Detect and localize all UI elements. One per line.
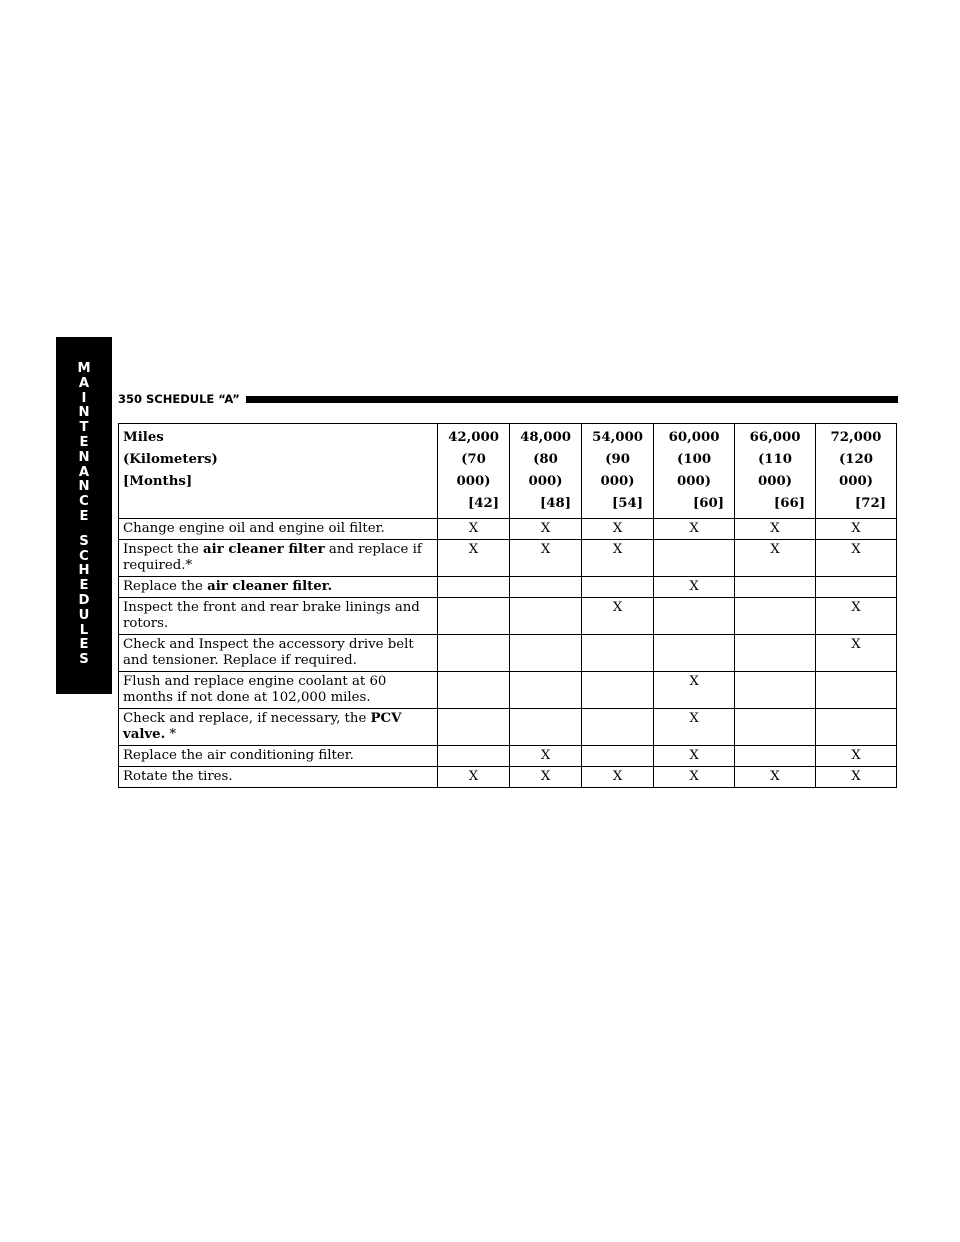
side-tab-letter: D	[78, 592, 90, 608]
service-mark-cell: X	[510, 540, 582, 577]
table-row	[119, 598, 897, 635]
interval-miles: 48,000	[520, 430, 571, 445]
interval-months: [48]	[539, 496, 572, 511]
service-mark-cell: X	[438, 540, 510, 577]
service-mark-cell	[816, 577, 897, 598]
service-mark-cell	[654, 598, 735, 635]
kilometers-label: (Kilometers)	[123, 452, 218, 467]
service-description	[119, 635, 438, 672]
interval-column-header	[735, 424, 816, 519]
service-mark-cell: X	[816, 767, 897, 788]
interval-km: (90 000)	[600, 452, 635, 489]
service-mark-cell	[510, 598, 582, 635]
service-mark-cell	[438, 577, 510, 598]
service-description	[119, 540, 438, 577]
service-mark-cell	[735, 672, 816, 709]
side-tab-letter: H	[78, 563, 90, 579]
service-mark-cell: X	[438, 767, 510, 788]
chapter-number: 8	[77, 997, 91, 1021]
service-description	[119, 672, 438, 709]
service-mark-cell: X	[654, 709, 735, 746]
side-tab-letter: C	[79, 494, 89, 510]
interval-km: (110 000)	[757, 452, 793, 489]
interval-months: [60]	[692, 496, 725, 511]
interval-months: [54]	[612, 496, 644, 511]
service-mark-cell	[438, 672, 510, 709]
page-number-and-title: 350 SCHEDULE “A”	[118, 392, 240, 406]
interval-km: (100 000)	[677, 452, 712, 489]
side-tab-letter: N	[78, 449, 90, 465]
service-mark-cell	[510, 672, 582, 709]
interval-months: [66]	[773, 496, 805, 511]
service-mark-cell	[582, 672, 654, 709]
service-mark-cell	[582, 635, 654, 672]
service-mark-cell: X	[654, 672, 735, 709]
header-rule	[246, 396, 898, 403]
service-mark-cell: X	[735, 519, 816, 540]
service-mark-cell	[735, 577, 816, 598]
side-tab-letter: I	[81, 390, 87, 406]
service-mark-cell: X	[438, 519, 510, 540]
service-emphasis: PCV valve.	[123, 711, 402, 742]
service-text: Change engine oil and engine oil filter.	[123, 521, 385, 536]
chapter-title-vertical	[56, 362, 112, 668]
service-mark-cell	[510, 577, 582, 598]
service-mark-cell	[582, 577, 654, 598]
interval-column-header	[816, 424, 897, 519]
service-mark-cell: X	[654, 746, 735, 767]
service-text-suffix: *	[165, 727, 177, 742]
service-mark-cell	[735, 598, 816, 635]
service-mark-cell	[735, 709, 816, 746]
interval-months: [72]	[854, 496, 886, 511]
side-tab-letter: T	[79, 420, 89, 436]
service-mark-cell	[582, 746, 654, 767]
interval-miles: 72,000	[830, 430, 882, 445]
side-tab-letter: A	[78, 375, 90, 391]
interval-miles: 42,000	[448, 430, 499, 445]
service-emphasis: air cleaner filter	[203, 542, 325, 557]
service-mark-cell: X	[510, 746, 582, 767]
table-row	[119, 709, 897, 746]
interval-miles: 60,000	[668, 430, 720, 445]
service-mark-cell	[438, 598, 510, 635]
service-mark-cell	[816, 672, 897, 709]
service-mark-cell	[654, 540, 735, 577]
side-tab-letter: N	[78, 479, 90, 495]
side-tab-letter: C	[79, 548, 89, 564]
service-mark-cell: X	[582, 767, 654, 788]
maintenance-schedule-table	[118, 423, 897, 788]
side-tab-letter: E	[79, 508, 89, 524]
service-mark-cell	[510, 709, 582, 746]
interval-miles: 66,000	[749, 430, 801, 445]
side-tab-letter: M	[77, 361, 91, 376]
side-tab-letter: E	[79, 434, 89, 450]
service-mark-cell: X	[735, 767, 816, 788]
side-tab-letter: L	[79, 622, 89, 638]
side-tab-letter: N	[78, 405, 90, 421]
service-mark-cell	[438, 709, 510, 746]
service-mark-cell	[510, 635, 582, 672]
service-text: Replace the air conditioning filter.	[123, 748, 354, 763]
interval-km: (80 000)	[528, 452, 563, 489]
table-row	[119, 540, 897, 577]
table-row	[119, 672, 897, 709]
service-mark-cell: X	[816, 598, 897, 635]
table-header-row	[119, 424, 897, 519]
service-mark-cell	[438, 635, 510, 672]
service-text-suffix: and replace if required.*	[123, 542, 422, 573]
side-tab-letter: S	[79, 533, 89, 549]
service-description	[119, 519, 438, 540]
service-mark-cell: X	[816, 540, 897, 577]
interval-km: (120 000)	[838, 452, 874, 489]
service-text: Rotate the tires.	[123, 769, 233, 784]
service-mark-cell: X	[654, 767, 735, 788]
service-description	[119, 598, 438, 635]
service-mark-cell: X	[816, 746, 897, 767]
service-mark-cell: X	[510, 767, 582, 788]
interval-miles: 54,000	[592, 430, 644, 445]
service-mark-cell: X	[816, 519, 897, 540]
service-mark-cell: X	[654, 577, 735, 598]
service-mark-cell: X	[582, 598, 654, 635]
months-label: [Months]	[123, 474, 193, 489]
service-mark-cell	[582, 709, 654, 746]
service-mark-cell: X	[735, 540, 816, 577]
service-emphasis: air cleaner filter.	[207, 579, 333, 594]
service-description	[119, 577, 438, 598]
service-mark-cell: X	[582, 519, 654, 540]
side-tab-letter: E	[79, 637, 89, 653]
miles-label: Miles	[123, 430, 164, 445]
side-tab-letter: U	[78, 607, 90, 623]
service-mark-cell: X	[654, 519, 735, 540]
service-mark-cell	[654, 635, 735, 672]
table-row	[119, 577, 897, 598]
service-text: Flush and replace engine coolant at 60 months if not done at 102,000 miles.	[123, 674, 387, 705]
table-row	[119, 635, 897, 672]
service-description	[119, 709, 438, 746]
service-description	[119, 767, 438, 788]
header-labels-cell	[119, 424, 438, 519]
service-text: Replace the	[123, 579, 208, 594]
interval-column-header	[582, 424, 654, 519]
service-text: Inspect the front and rear brake linings and rotors.	[123, 600, 420, 631]
interval-column-header	[654, 424, 735, 519]
service-text: Inspect the	[123, 542, 204, 557]
side-tab-letter: A	[78, 464, 90, 480]
service-mark-cell	[735, 635, 816, 672]
service-description	[119, 746, 438, 767]
interval-km: (70 000)	[456, 452, 491, 489]
service-mark-cell	[816, 709, 897, 746]
interval-months: [42]	[467, 496, 500, 511]
service-mark-cell	[735, 746, 816, 767]
table-row	[119, 767, 897, 788]
service-mark-cell	[438, 746, 510, 767]
interval-column-header	[510, 424, 582, 519]
service-mark-cell: X	[510, 519, 582, 540]
service-mark-cell: X	[582, 540, 654, 577]
service-text: Check and replace, if necessary, the	[123, 711, 371, 726]
interval-column-header	[438, 424, 510, 519]
side-tab-letter: E	[79, 578, 89, 594]
page-header	[118, 390, 898, 408]
table-row	[119, 519, 897, 540]
service-text: Check and Inspect the accessory drive belt and tensioner. Replace if required.	[123, 637, 414, 668]
side-tab-letter: S	[79, 652, 89, 668]
table-row	[119, 746, 897, 767]
service-mark-cell: X	[816, 635, 897, 672]
chapter-side-tab	[56, 337, 112, 1021]
